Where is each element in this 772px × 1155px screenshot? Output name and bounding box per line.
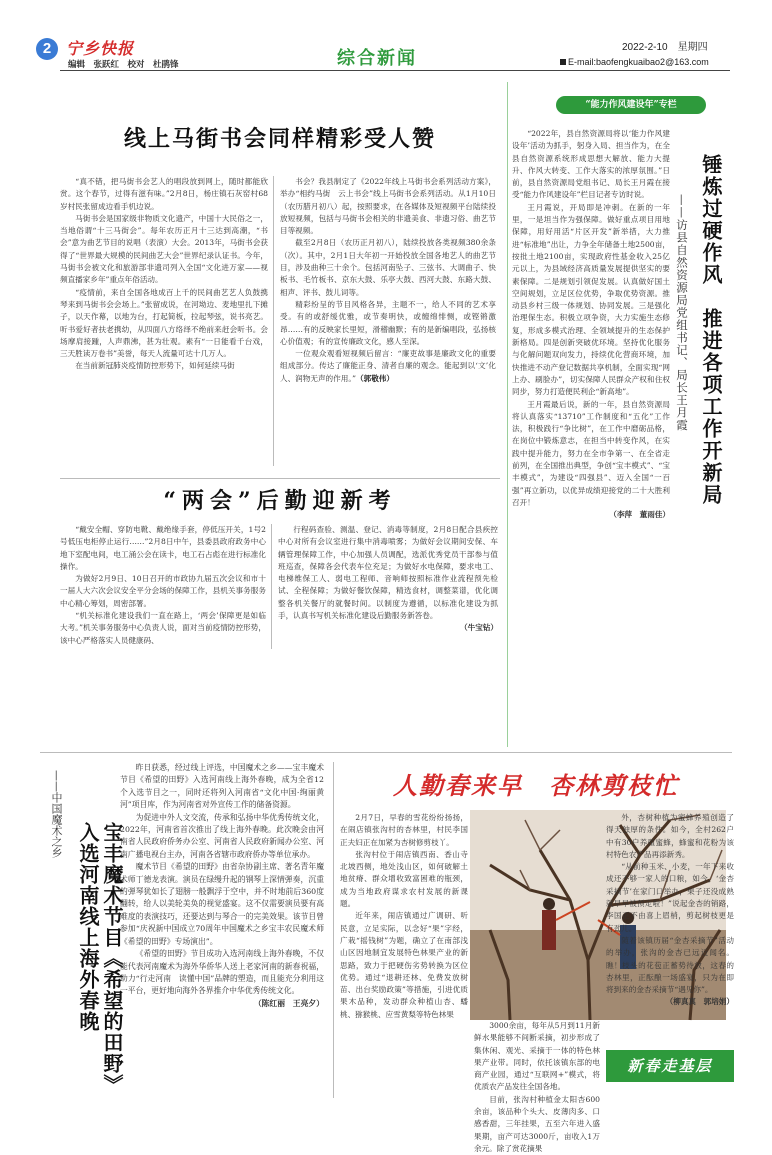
article-title: 人勤春来早 杏林剪枝忙 (393, 771, 679, 800)
article-title: “两会”后勤迎新考 (163, 488, 397, 514)
paragraph: 张沟村位于闹店镇西南、香山寺北坡西侧，地处浅山区，如何破解土地贫瘠、群众增收致富困难的瓶颈，成为当地政府谋求农村发展的新课题。 (340, 849, 468, 909)
paragraph: 昨日获悉，经过线上评选，中国魔术之乡——宝丰魔术节目《希望的田野》入选河南线上海外春晚，成为全省12个入选节目之一，同时还将列入河南省“文化中国·绚丽黄河”项目库，作为河南省对外宣传工作的储备资源。 (120, 763, 324, 810)
paragraph: 精彩纷呈的节目风格各异，主题不一，给人不同的艺术享受。有的或舒缓优雅，或节奏明快，或缠绵悱恻，或铿锵激昂……有的反映家长里短，滑稽幽默；有的是新编唱段，弘扬核心价值观；有的宣传廉政文化，感人至深。 (280, 299, 496, 346)
paragraph: “戴安全帽、穿防电靴、戴绝缘手套，停低压开关，1号2号低压电柜停止运行……”2月8日中午，县委县政府政务中心地下室配电间，电工涌公会在读卡，电工石占彪在进行标准化操作。 (60, 525, 266, 571)
email-text: E-mail:baofengkuaibao2@163.com (568, 57, 709, 67)
header (0, 0, 772, 70)
article-online-fair (60, 78, 500, 478)
sidebar-column (510, 86, 732, 746)
paragraph: 为做好2月9日、10日召开的市政协九届五次会议和市十一届人大六次会议安全平分会场的保障工作，县机关事务服务中心精心筹划，周密部署。 (60, 574, 266, 608)
article-title: 宝丰魔术节目《希望的田野》入选河南线上海外春晚 (76, 822, 124, 1085)
sidebar-divider (507, 82, 508, 747)
author-byline: （李萍 董雨佳） (609, 510, 670, 520)
staff-credits: 编辑 张跃红 校对 杜鹃锋 (68, 59, 179, 69)
issue-date: 2022-2-10 星期四 (622, 42, 708, 53)
sidebar-title: 锤炼过硬作风 推进各项工作开新局 (699, 154, 723, 506)
section-rule (40, 752, 732, 753)
article-col-1 (60, 524, 266, 654)
paragraph: 近年来，闹店镇通过广调研、听民意，立足实际，以念好“果”字经，广栽“摇钱树”为题，确立了在南部浅山区因地制宜发展特色林果产业的新思路，致力于把硬伤劣势转换为区位优势。通过“退耕还林、免费发放树苗、出台奖励政策”等措施，引进优质果木品种，发动群众种植山杏、蟠桃、猕猴桃、应雪黄梨等特色林果 (340, 911, 468, 1019)
article-magic-show (40, 762, 330, 1102)
article-col-2 (278, 524, 498, 654)
author-byline: （牛宝钻） (460, 623, 498, 633)
email-icon (560, 59, 566, 65)
paragraph: 《希望的田野》节目成功入选河南线上海外春晚，不仅能代表河南魔术为海外华侨华人送上老家河南的新春祝福，助力“行走河南 读懂中国”品牌的塑造，而且能充分利用这一平台，更好地向海外各界推介中华优秀传统文化。 (120, 949, 324, 996)
header-rule (60, 70, 730, 71)
paragraph: “从前种玉米、小麦，一年下来收成还不够一家人的口粮，如今，‘金杏采摘节’在家门口举办，果子还没成熟就早早被预定啦！”说起金杏的销路，李国正不由喜上眉梢，剪起树枝更是有劲儿。 (606, 862, 734, 933)
orchard-photo (470, 810, 602, 1010)
email-line (560, 57, 709, 67)
column-tag (556, 96, 706, 114)
paragraph: 行程码查验、测温、登记、消毒等制度，2月8日配合县疾控中心对所有会议室进行集中消毒喷雾；为做好会议期间安保、车辆管理保障工作，中心加强人员调配，选派优秀党员干部参与值班巡查，保障各会代表车位充足；为做好水电保障，要求电工、电梯维保工人、弱电工程师、音响师按照标准作业流程预先检试、全程保障；为做好餐饮保障，精选食材，调整菜谱，优化调整各机关餐厅的就餐时间。以制度为遵循，以标准化建设为抓手，认真书写机关标准化建设后勤服务新答卷。 (278, 525, 498, 621)
paragraph: 外，杏树种植为蜜蜂养殖创造了得天独厚的条件。如今，全村262户中有30户养殖蜜蜂，蜂蜜和花粉为该村特色农产品再添新秀。 (606, 813, 734, 859)
paragraph (280, 348, 496, 385)
paragraph: 为促进中外人文交流，传承和弘扬中华优秀传统文化，2022年，河南省首次推出了线上海外春晚。此次晚会由河南省人民政府侨务办公室、河南省人民政府新闻办公室、河南广播电视台主办，河南各省辖市政府侨办等单位承办。 (120, 812, 324, 859)
article-col-2 (280, 176, 496, 476)
paragraph: 书会？我县制定了《2022年线上马街书会系列活动方案》，举办“相约马街 云上书会”线上马街书会系列活动。从1月10日（农历腊月初八）起，按照要求，在各媒体及短视频平台陆续投放短视频，包括与马街书会相关的非遗美食、非遗习俗、曲艺节目等视频。 (280, 177, 496, 236)
page-number: 2 (42, 40, 52, 57)
page-number-badge (36, 38, 58, 60)
new-year-badge (606, 1050, 734, 1082)
column-divider (271, 524, 272, 649)
paragraph: 随着该镇历届“金杏采摘节”活动的举办，张沟的金杏已远近闻名。瞧！枝头的花苞正蓄势待放，这春的杏林里，正酝酿一场盛宴，只为在即将到来的金杏采摘节“遇见你”。 (606, 935, 734, 995)
author-byline: （陈红丽 王亮夕） (253, 998, 324, 1008)
paragraph: 在当前新冠肺炎疫情防控形势下，如何延续马街 (75, 361, 235, 371)
apricot-col-3 (606, 812, 734, 1046)
paragraph: 魔术节目《希望的田野》由省杂协副主席、著名青年魔术师丁德龙表演。演员在绿缦升起的钢琴上深情弹奏，沉重的弹琴犹如长了翅膀一般飘浮于空中，并不时地前后360度翻转，给人以美轮美奂的视觉盛宴。这不仅需要演员要有高难度的表演技巧，还要达到与琴合一的完美效果。该节目曾参加“庆祝新中国成立70周年中国魔术之乡宝丰农民魔术师《希望的田野》专场演出”。 (120, 862, 324, 946)
section-title: 综合新闻 (337, 48, 417, 69)
paragraph: 2月7日，早春的雪花纷纷扬扬，在闹店镇张沟村的杏林里，村民李国正夫妇正在加紧为杏树修剪枝丫。 (340, 813, 468, 847)
author-byline: （柳真真 郭培娟） (665, 997, 734, 1007)
apricot-col-1 (340, 812, 468, 1100)
paragraph: 3000余亩，每年从5月到11月新鲜水果能够不间断采摘，初步形成了集休闲、观光、采摘于一体的特色林果产业带。同时，依托该镇东部的电商产业园，通过“互联网+”模式，将优质农产品发往全国各地。 (474, 1021, 600, 1092)
paragraph-text: 一位观众观看短视频后留言：“廉吏故事是廉政文化的重要组成部分。传达了廉能正身、清者自廉的观念。能起到以‘文’化人、润物无声的作用。” (280, 349, 496, 383)
paragraph: “真不错，把马街书会艺人的唱段放到网上，随时都能欣赏。这个春节，过得有滋有味。”2月8日，杨庄镇石灰窑村68岁村民张留成边看手机边说。 (60, 177, 268, 211)
article-col-1 (60, 176, 268, 476)
paragraph: 王月霞说，开局即是冲刺。在新的一年里，一是坦当作为强保障。做好重点项目用地保障，用好用活“片区开发”新举措，大力推进“标准地”出让，力争全年储备土地2500亩，按批土地2100亩，实现政府性基金收入25亿元以上，为县域经济高质量发展提供坚实的要素保障。二是规划引领促发展。认真做好国土空间规划，立足区位优势，争取优势资源。推动县乡村三级一体规划、协同发展。三是强化治理保生态。积极立项争资，大力实施生态修复，形成多模式治理、全领域提升的生态保护新格局。四是创新突破优环境。坚持优化服务与化解问题双向发力，持续优化营商环境，加快推进不动产登记数据共享机制，全面实现“网上办、刷脸办”，切实保障人民群众产权和住权同步，努力打造便民利企“新高地”。 (512, 202, 670, 397)
badge-text: 新春走基层 (627, 1057, 713, 1075)
paragraph: 目前，张沟村种植金太阳杏600余亩，该品种个头大、皮薄肉多、口感香甜，三年挂果，五至六年进入盛果期，亩产可达3000斤，亩收入1万余元。除了赏花摘果 (474, 1094, 600, 1153)
paragraph: 截至2月8日（农历正月初八），陆续投放各类视频380余条（次）。其中，2月1日大年初一开始投放全国各地艺人的曲艺节目，涉及曲种三十余个。包括河南坠子、三弦书、大调曲子、快板书、毛竹板书、京东大鼓、乐亭大鼓、西河大鼓、东路大鼓、相声、评书、鼓儿词等。 (280, 238, 496, 297)
article-body (120, 762, 324, 1092)
apricot-col-2 (474, 1020, 600, 1153)
column-tag-text: “能力作风建设年”专栏 (585, 100, 677, 110)
paragraph: 马街书会是国家级非物质文化遗产，中国十大民俗之一，当地俗谓“十三马街会”。每年农历正月十三达到高潮，“书会”意为曲艺节目的说唱（表演）大会。2013年，马街书会获得了“世界最大规模的民间曲艺大会”世界纪录认证书。今年，马街书会被文化和旅游部非遗司列入全国“文化进万家——视频直播家乡年”重点年俗活动。 (60, 213, 268, 285)
column-divider (273, 176, 274, 466)
article-subtitle: ——中国魔术之乡 (50, 770, 63, 858)
paragraph: “2022年，县自然资源局将以‘能力作风建设年’活动为抓手，躬身入局、担当作为，在全县自然资源系统形成思想大解放、能力大提升、作风大转变、工作大落实的浓厚氛围。”日前，县自然资源局党组书记、局长王月霞在接受“能力作风建设年”栏目记者专访时说。 (512, 129, 670, 200)
article-title: 线上马街书会同样精彩受人赞 (123, 126, 436, 152)
paragraph: “疫情前，来自全国各地成百上千的民间曲艺艺人负鼓携琴来到马街书会会场上。”张留成说，在河坳边、麦地里扎下摊子，以天作幕，以地为台，打起简板，拉起琴弦，说书亮艺。听书爱好者扶老携幼，从四面八方络绎不绝前来赶会听书。会场摩肩接踵，人声鼎沸，甚为壮观。素有“一日能看千台戏，三天胜读万卷书”美誉，每天人流量可达十几万人。 (60, 287, 268, 359)
sidebar-body (512, 128, 670, 740)
sidebar-subtitle: ——访县自然资源局党组书记、局长王月霞 (675, 194, 689, 432)
article-two-sessions (60, 484, 500, 660)
paragraph: “机关标准化建设我们一直在路上，‘两会’保障更是如临大考。”机关事务服务中心负责人说，面对当前疫情防控形势，该中心严格落实人员健康码、 (60, 611, 266, 645)
section-rule (60, 478, 500, 479)
author-byline: （郭敬伟） (356, 373, 394, 383)
column-divider (333, 762, 334, 1098)
paragraph: 王月霞最后说，新的一年，县自然资源局将认真落实“13710”工作制度和“五化”工作法，积极践行“争比树”，在工作中磨砺品格，在岗位中锻炼意志，在担当中转变作风，在实践中提升能力，努力在全市争第一、在全省走前列，在全国推出典型，争创“宝丰模式”、“宝丰模式”，为建设“四强县”、迈入全国“一百强”再立新功，以优异成绩迎接党的二十大胜利召开！ (512, 399, 670, 507)
paper-name: 宁乡快报 (66, 39, 135, 58)
